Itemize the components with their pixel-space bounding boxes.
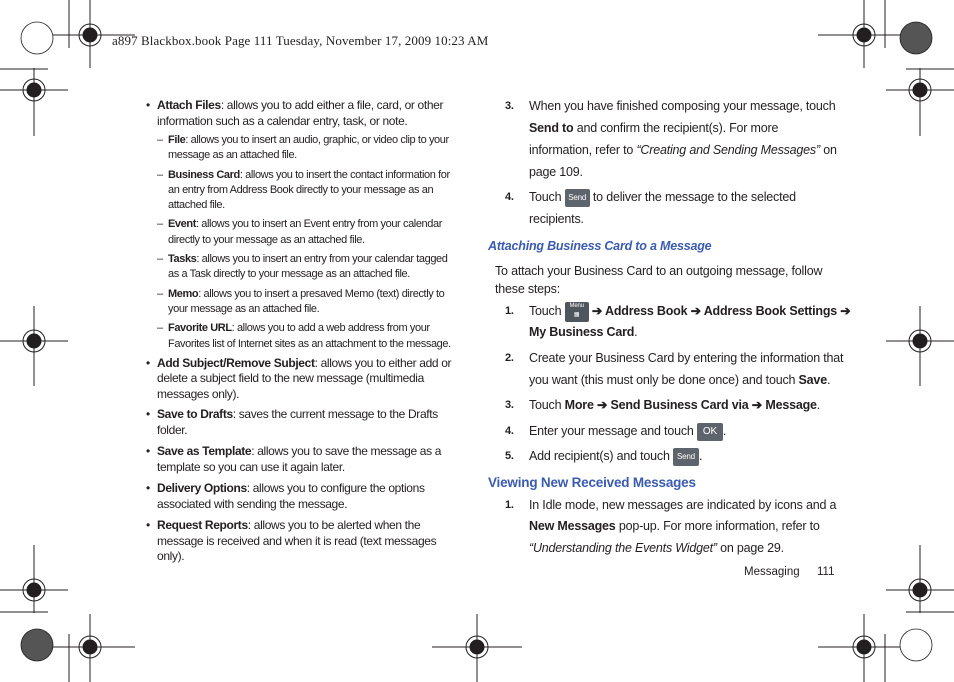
step4-line1: Touch Send to deliver the message to the selected (529, 186, 796, 208)
step3-line2: Send to and confirm the recipient(s). For more (529, 121, 779, 135)
bc-step4-line1: Enter your message and touch OK . (529, 420, 726, 442)
footer-section: Messaging (744, 566, 800, 578)
vn-step1-line2: New Messages pop-up. For more information, refer to (529, 519, 820, 533)
step-number: 3. (505, 100, 514, 112)
step-number: 4. (505, 425, 514, 437)
bullet-save-template: • Save as Template: allows you to save the message as a template so you can use it again later. (146, 444, 458, 475)
menu-key-icon: Menu ▦ (565, 302, 589, 322)
bullet-add-subject: • Add Subject/Remove Subject: allows you to either add or delete a subject field to the new message (multimedia messages only). (146, 356, 458, 403)
step3-line4: page 109. (529, 165, 583, 179)
section-heading-business-card: Attaching Business Card to a Message (488, 239, 712, 253)
step3-line1: When you have finished composing your message, touch (529, 99, 836, 113)
intro-line2: these steps: (495, 282, 561, 296)
sub-business-card: – Business Card: allows you to insert the contact information for an entry from Address Book directly to your message as an attached file. (146, 168, 458, 214)
page-slug: a897 Blackbox.book Page 111 Tuesday, November 17, 2009 10:23 AM (112, 33, 489, 48)
step-number: 1. (505, 305, 514, 317)
step-number: 3. (505, 399, 514, 411)
sub-file: – File: allows you to insert an audio, graphic, or video clip to your message as an attached file. (146, 133, 458, 164)
sub-favorite-url: – Favorite URL: allows you to add a web address from your Favorites list of Internet sites as an attachment to the message. (146, 321, 458, 352)
step-number: 5. (505, 450, 514, 462)
step-number: 1. (505, 499, 514, 511)
sub-memo: – Memo: allows you to insert a presaved Memo (text) directly to your message as an attached file. (146, 287, 458, 318)
sub-event: – Event: allows you to insert an Event entry from your calendar directly to your message as an attached file. (146, 217, 458, 248)
bullet-request-reports: • Request Reports: allows you to be alerted when the message is received and when it is read (text messages only). (146, 518, 458, 565)
footer-page-number: 111 (817, 566, 835, 578)
ok-button-icon: OK (697, 423, 723, 441)
step-number: 4. (505, 191, 514, 203)
bc-step5-line1: Add recipient(s) and touch Send . (529, 445, 702, 467)
bullet-attach-files: • Attach Files: allows you to add either a file, card, or other information such as a calendar entry, task, or note. (146, 98, 458, 129)
bc-step1-line2: My Business Card. (529, 325, 638, 339)
step4-line2: recipients. (529, 212, 584, 226)
bc-step3-line1: Touch More ➔ Send Business Card via ➔ Message. (529, 398, 821, 412)
bullet-delivery-options: • Delivery Options: allows you to configure the options associated with sending the message. (146, 481, 458, 512)
vn-step1-line1: In Idle mode, new messages are indicated by icons and a (529, 498, 837, 512)
vn-step1-line3: “Understanding the Events Widget” on page 29. (529, 541, 784, 555)
intro-line1: To attach your Business Card to an outgoing message, follow (495, 264, 823, 278)
step3-line3: information, refer to “Creating and Sending Messages” on (529, 143, 837, 157)
send-button-icon: Send (565, 189, 590, 207)
section-heading-new-messages: Viewing New Received Messages (488, 475, 696, 490)
bc-step1-line1: Touch Menu ▦ ➔ Address Book ➔ Address Book Settings ➔ (529, 300, 851, 322)
bc-step2-line1: Create your Business Card by entering the information that (529, 351, 844, 365)
sub-tasks: – Tasks: allows you to insert an entry from your calendar tagged as a Task directly to your message as an attached file. (146, 252, 458, 283)
bullet-save-drafts: • Save to Drafts: saves the current message to the Drafts folder. (146, 407, 458, 438)
step-number: 2. (505, 352, 514, 364)
send-button-icon: Send (673, 448, 699, 466)
bc-step2-line2: you want (this must only be done once) and touch Save. (529, 373, 831, 387)
